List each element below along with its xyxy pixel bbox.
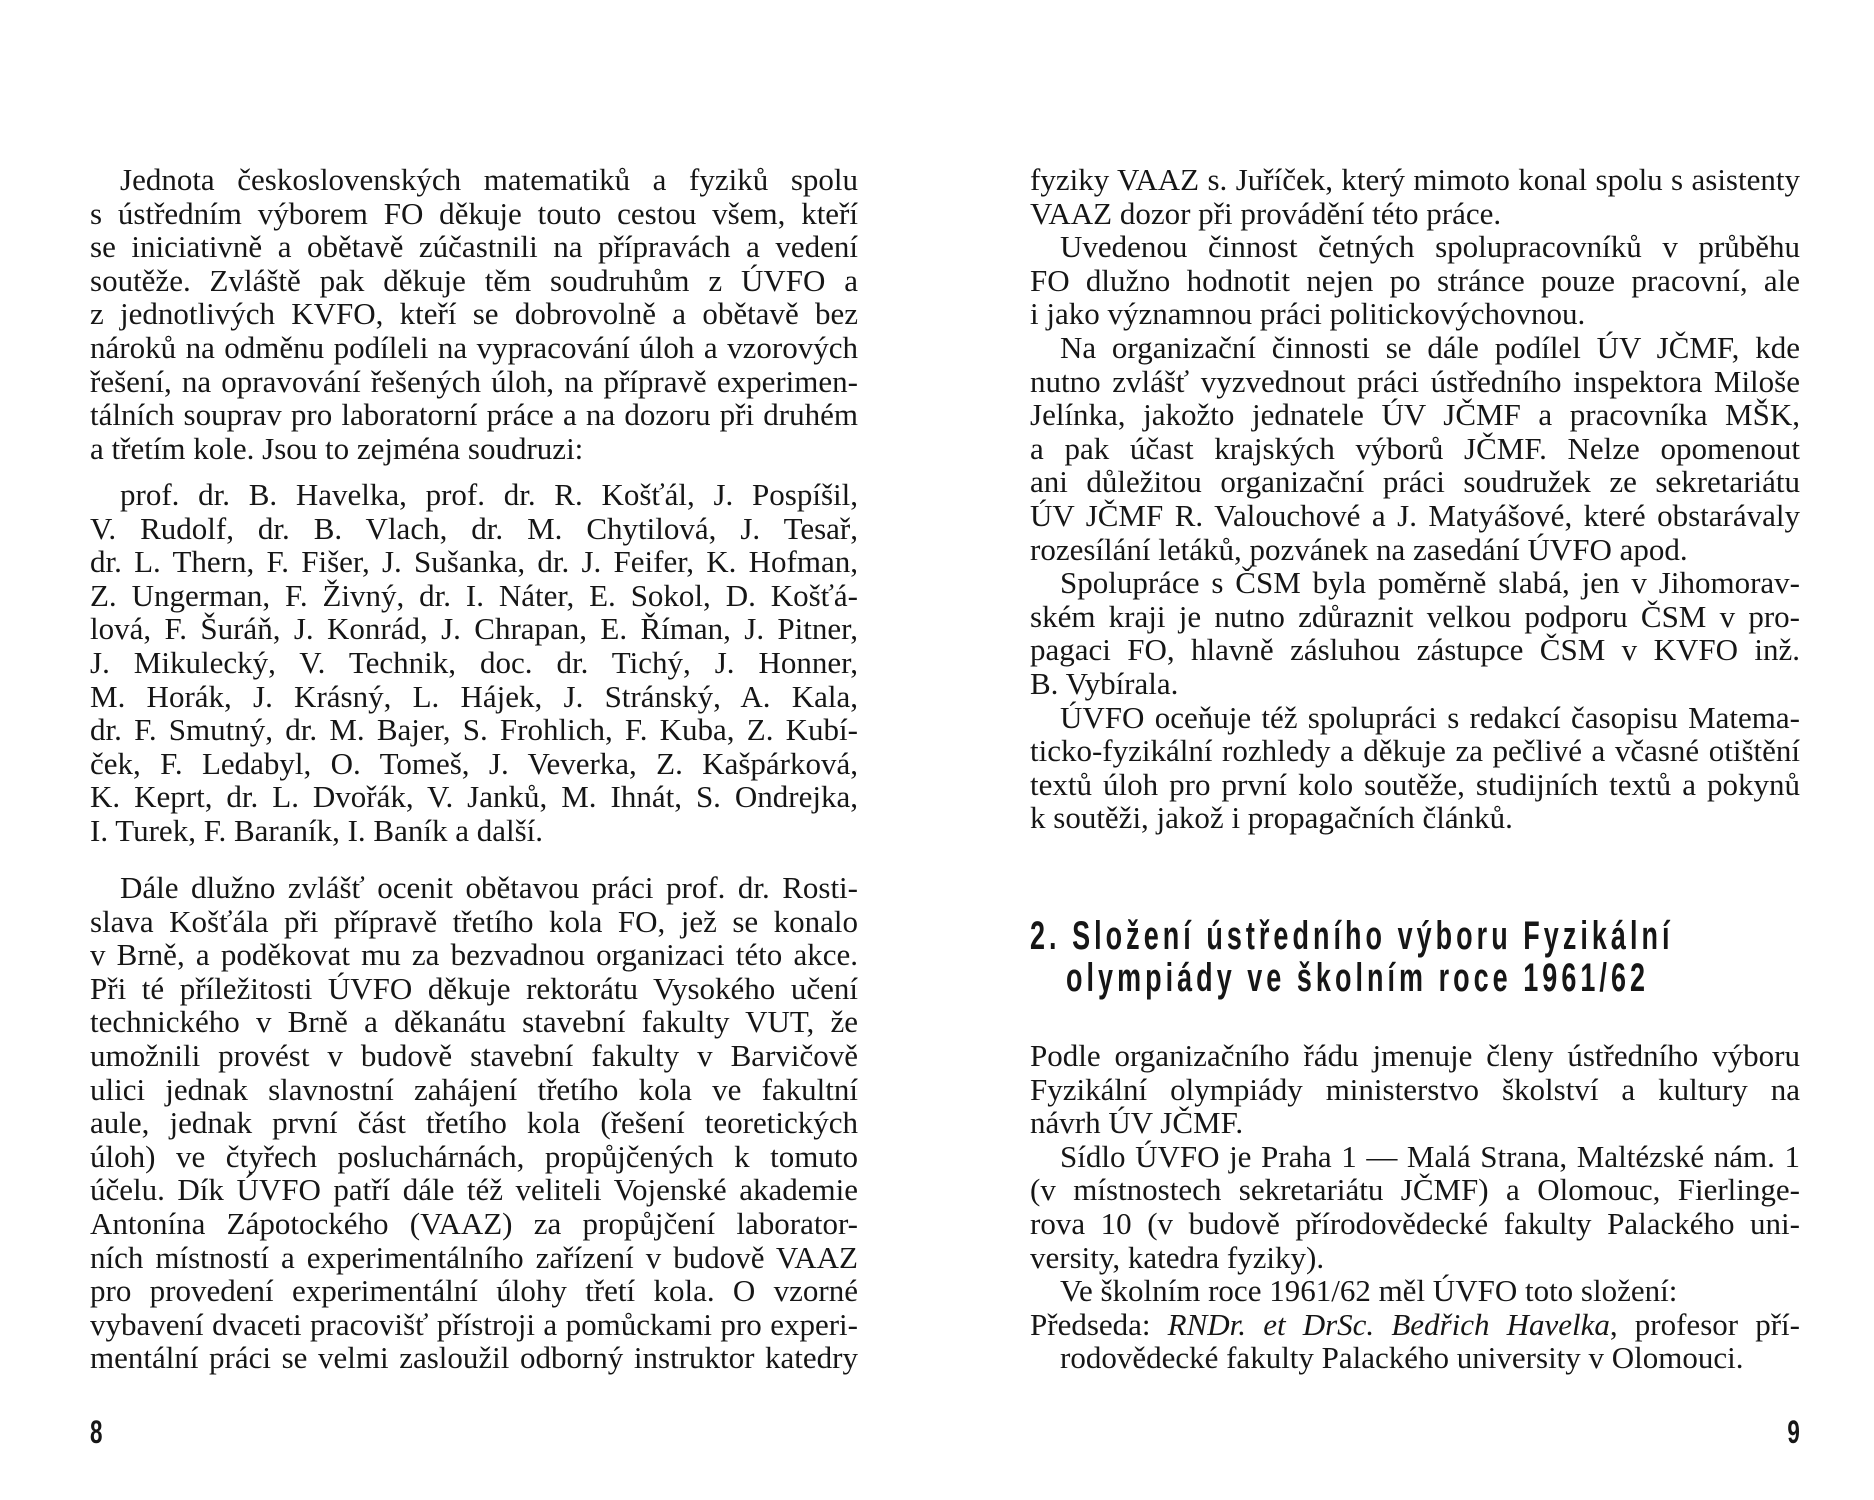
line-text: ÚV JČMF R. Valouchové a J. Matyášové, které obstarávaly — [1030, 497, 1800, 533]
text-line — [1030, 701, 1800, 735]
text-line — [90, 579, 858, 613]
line-text: fyziky VAAZ s. Juříček, který mimoto konal spolu s asistenty — [1030, 162, 1800, 197]
line-text: umožnili provést v budově stavební fakulty v Barvičově — [90, 1037, 858, 1073]
line-text: Dále dlužno zvlášť ocenit obětavou práci prof. dr. Rosti- — [120, 870, 858, 905]
text-line — [90, 398, 858, 432]
text-line — [1030, 1274, 1800, 1308]
line-text: rova 10 (v budově přírodovědecké fakulty Palackého uni- — [1030, 1205, 1800, 1241]
text-line — [90, 512, 858, 546]
line-text: se iniciativně a obětavě zúčastnili na přípravách a vedení — [90, 229, 858, 265]
line-text: Ve školním roce 1961/62 měl ÚVFO toto složení: — [1060, 1273, 1678, 1309]
text-line — [90, 1341, 858, 1375]
line-text: v Brně, a poděkovat mu za bezvadnou organizaci této akce. — [90, 937, 858, 973]
line-text: nutno zvlášť vyzvednout práci ústředního inspektora Miloše — [1030, 363, 1800, 399]
text-line — [1030, 365, 1800, 399]
line-text: pro provedení experimentální úlohy třetí kola. O vzorné — [90, 1273, 858, 1309]
text-line — [90, 163, 858, 197]
text-line — [90, 478, 858, 512]
text-line — [1030, 801, 1800, 835]
line-text: K. Keprt, dr. L. Dvořák, V. Janků, M. Ihnát, S. Ondrejka, — [90, 779, 858, 815]
text-line — [90, 871, 858, 905]
text-block-bottom — [1030, 1039, 1800, 1375]
line-text: Z. Ungerman, F. Živný, dr. I. Náter, E. Sokol, D. Košťá- — [90, 577, 858, 613]
text-line — [90, 1207, 858, 1241]
text-line — [90, 1241, 858, 1275]
line-text: Uvedenou činnost četných spolupracovníků v průběhu — [1060, 229, 1800, 265]
paragraph-continuation — [1030, 163, 1800, 230]
text-line — [90, 331, 858, 365]
line-text: a třetím kole. Jsou to zejména soudruzi: — [90, 430, 584, 466]
section-heading — [1030, 915, 1874, 999]
text-line — [1030, 533, 1800, 567]
line-text: ních místností a experimentálního zařízení v budově VAAZ — [90, 1239, 858, 1275]
line-text: J. Mikulecký, V. Technik, doc. dr. Tichý, J. Honner, — [90, 644, 858, 680]
line-text: řešení, na opravování řešených úloh, na přípravě experimen- — [90, 363, 858, 399]
line-text: lová, F. Šuráň, J. Konrád, J. Chrapan, E. Říman, J. Pitner, — [90, 611, 858, 647]
text-line — [90, 1140, 858, 1174]
text-segment: Předseda: — [1030, 1306, 1168, 1342]
text-line — [1030, 768, 1800, 802]
page-number: 9 — [1787, 1414, 1800, 1450]
line-text: dr. F. Smutný, dr. M. Bajer, S. Frohlich, F. Kuba, Z. Kubí- — [90, 712, 858, 748]
section-heading-line: 2. Složení ústředního výboru Fyzikální — [1030, 914, 1674, 958]
text-line — [90, 680, 858, 714]
line-text: s ústředním výborem FO děkuje touto cestou všem, kteří — [90, 195, 858, 231]
text-line — [1030, 633, 1800, 667]
line-text: mentální práci se velmi zasloužil odborný instruktor katedry — [90, 1340, 858, 1376]
text-line — [90, 1274, 858, 1308]
text-line — [90, 713, 858, 747]
text-line — [90, 230, 858, 264]
text-line — [1030, 163, 1800, 197]
line-text: rozesílání letáků, pozvánek na zasedání ÚVFO apod. — [1030, 531, 1688, 567]
text-line — [1030, 667, 1800, 701]
paragraph-name-list — [90, 478, 858, 848]
text-line — [90, 1106, 858, 1140]
text-line — [90, 780, 858, 814]
text-line — [90, 814, 858, 848]
paragraph-journal — [1030, 701, 1800, 835]
text-line — [90, 264, 858, 298]
line-text: vybavení dvaceti pracovišť přístroji a pomůckami pro experi- — [90, 1306, 858, 1342]
paragraph-seat — [1030, 1140, 1800, 1274]
text-block-top — [1030, 163, 1800, 835]
line-text: nároků na odměnu podíleli na vypracování úloh a vzorových — [90, 329, 858, 365]
page-number: 8 — [90, 1414, 103, 1450]
line-text: úloh) ve čtyřech posluchárnách, propůjčených k tomuto — [90, 1138, 858, 1174]
text-line — [1030, 398, 1800, 432]
line-text: ani důležitou organizační práci soudružek ze sekretariátu — [1030, 464, 1800, 500]
paragraph-acknowledgement — [90, 163, 858, 465]
text-line — [1030, 499, 1800, 533]
paragraph-chairman — [1030, 1308, 1800, 1375]
text-line — [90, 297, 858, 331]
line-text: k soutěži, jakož i propagačních článků. — [1030, 800, 1513, 836]
text-line — [1030, 734, 1800, 768]
line-text: Fyzikální olympiády ministerstvo školství a kultury na — [1030, 1071, 1800, 1107]
text-line — [90, 972, 858, 1006]
text-line — [1030, 1173, 1800, 1207]
line-text: rodovědecké fakulty Palackého university v Olomouci. — [1060, 1340, 1744, 1376]
text-line — [90, 1308, 858, 1342]
line-text: FO dlužno hodnotit nejen po stránce pouze pracovní, ale — [1030, 262, 1800, 298]
line-text: z jednotlivých KVFO, kteří se dobrovolně a obětavě bez — [90, 296, 858, 332]
line-text: Sídlo ÚVFO je Praha 1 — Malá Strana, Maltézské nám. 1 — [1060, 1138, 1800, 1174]
line-text: I. Turek, F. Baraník, I. Baník a další. — [90, 812, 544, 848]
text-line — [90, 747, 858, 781]
text-line — [90, 1173, 858, 1207]
line-text: slava Košťála při přípravě třetího kola FO, jež se konalo — [90, 903, 858, 939]
line-text: soutěže. Zvláště pak děkuje těm soudruhům z ÚVFO a — [90, 262, 858, 298]
line-text: a pak účast krajských výborů JČMF. Nelze opomenout — [1030, 430, 1800, 466]
text-line — [90, 365, 858, 399]
text-line — [1030, 432, 1800, 466]
line-text: textů úloh pro první kolo soutěže, studijních textů a pokynů — [1030, 766, 1800, 802]
text-line — [1030, 297, 1800, 331]
line-text: B. Vybírala. — [1030, 665, 1179, 701]
text-line — [1030, 1039, 1800, 1073]
text-line — [90, 612, 858, 646]
text-line — [90, 938, 858, 972]
text-line — [90, 905, 858, 939]
text-line — [1030, 331, 1800, 365]
line-text: Spolupráce s ČSM byla poměrně slabá, jen v Jihomorav- — [1060, 565, 1800, 601]
line-text: (v místnostech sekretariátu JČMF) a Olomouc, Fierlinge- — [1030, 1172, 1800, 1208]
line-text: Při té příležitosti ÚVFO děkuje rektorátu Vysokého učení — [90, 970, 858, 1006]
text-line — [1030, 1341, 1800, 1375]
line-text: Na organizační činnosti se dále podílel ÚV JČMF, kde — [1060, 329, 1800, 365]
text-line — [90, 1005, 858, 1039]
line-text: pagaci FO, hlavně zásluhou zástupce ČSM v KVFO inž. — [1030, 632, 1800, 668]
text-line — [1030, 1241, 1800, 1275]
text-line — [1030, 230, 1800, 264]
text-line — [1030, 1073, 1800, 1107]
line-text: Jelínka, jakožto jednatele ÚV JČMF a pracovníka MŠK, — [1030, 397, 1800, 433]
line-text: Jednota československých matematiků a fyziků spolu — [120, 162, 858, 197]
right-page — [1030, 0, 1800, 1500]
line-text: ticko-fyzikální rozhledy a děkuje za pečlivé a včasné otištění — [1030, 733, 1800, 769]
text-line — [1030, 1140, 1800, 1174]
line-text: technického v Brně a děkanátu stavební fakulty VUT, že — [90, 1004, 858, 1040]
line-text — [1030, 1307, 1800, 1342]
paragraph-composition-intro — [1030, 1274, 1800, 1308]
line-text: ulici jednak slavnostní zahájení třetího kola ve fakultní — [90, 1071, 858, 1107]
line-text: účelu. Dík ÚVFO patří dále též veliteli Vojenské akademie — [90, 1172, 858, 1208]
line-text: i jako významnou práci politickovýchovnou. — [1030, 296, 1586, 332]
line-text: M. Horák, J. Krásný, L. Hájek, J. Stránský, A. Kala, — [90, 678, 858, 714]
paragraph-csm — [1030, 566, 1800, 700]
text-line — [90, 646, 858, 680]
line-text: tálních souprav pro laboratorní práce a na dozoru při druhém — [90, 397, 858, 433]
text-line — [1030, 1308, 1800, 1342]
line-text: Podle organizačního řádu jmenuje členy ústředního výboru — [1030, 1038, 1800, 1073]
italic-name: RNDr. et DrSc. Bedřich Havelka — [1167, 1306, 1610, 1342]
text-line — [90, 1073, 858, 1107]
paragraph-appointment — [1030, 1039, 1800, 1140]
line-text: návrh ÚV JČMF. — [1030, 1105, 1244, 1141]
line-text: VAAZ dozor při provádění této práce. — [1030, 195, 1502, 231]
paragraph-cooperation — [1030, 230, 1800, 331]
line-text: ÚVFO oceňuje též spolupráci s redakcí časopisu Matema- — [1060, 699, 1800, 735]
line-text: V. Rudolf, dr. B. Vlach, dr. M. Chytilová, J. Tesař, — [90, 510, 858, 546]
left-page — [90, 0, 858, 1500]
text-line — [1030, 264, 1800, 298]
paragraph-third-round-thanks — [90, 871, 858, 1375]
line-text: ském kraji je nutno zdůraznit velkou podporu ČSM v pro- — [1030, 598, 1800, 634]
text-line — [90, 197, 858, 231]
text-line — [1030, 1106, 1800, 1140]
line-text: aule, jednak první část třetího kola (řešení teoretických — [90, 1105, 858, 1141]
line-text: ček, F. Ledabyl, O. Tomeš, J. Veverka, Z. Kašpárková, — [90, 745, 858, 781]
text-line — [1030, 465, 1800, 499]
text-line — [1030, 600, 1800, 634]
paragraph-jcmf — [1030, 331, 1800, 566]
text-segment: , profesor pří- — [1609, 1306, 1800, 1342]
line-text: versity, katedra fyziky). — [1030, 1239, 1325, 1275]
line-text: dr. L. Thern, F. Fišer, J. Sušanka, dr. J. Feifer, K. Hofman, — [90, 544, 858, 580]
line-text: Antonína Zápotockého (VAAZ) za propůjčení laborator- — [90, 1205, 858, 1241]
text-line — [1030, 566, 1800, 600]
text-line — [1030, 1207, 1800, 1241]
text-line — [1030, 197, 1800, 231]
text-line — [90, 545, 858, 579]
line-text: prof. dr. B. Havelka, prof. dr. R. Košťál, J. Pospíšil, — [120, 477, 858, 512]
text-line — [90, 432, 858, 466]
section-heading-line: olympiády ve školním roce 1961/62 — [1066, 956, 1650, 1000]
text-line — [90, 1039, 858, 1073]
